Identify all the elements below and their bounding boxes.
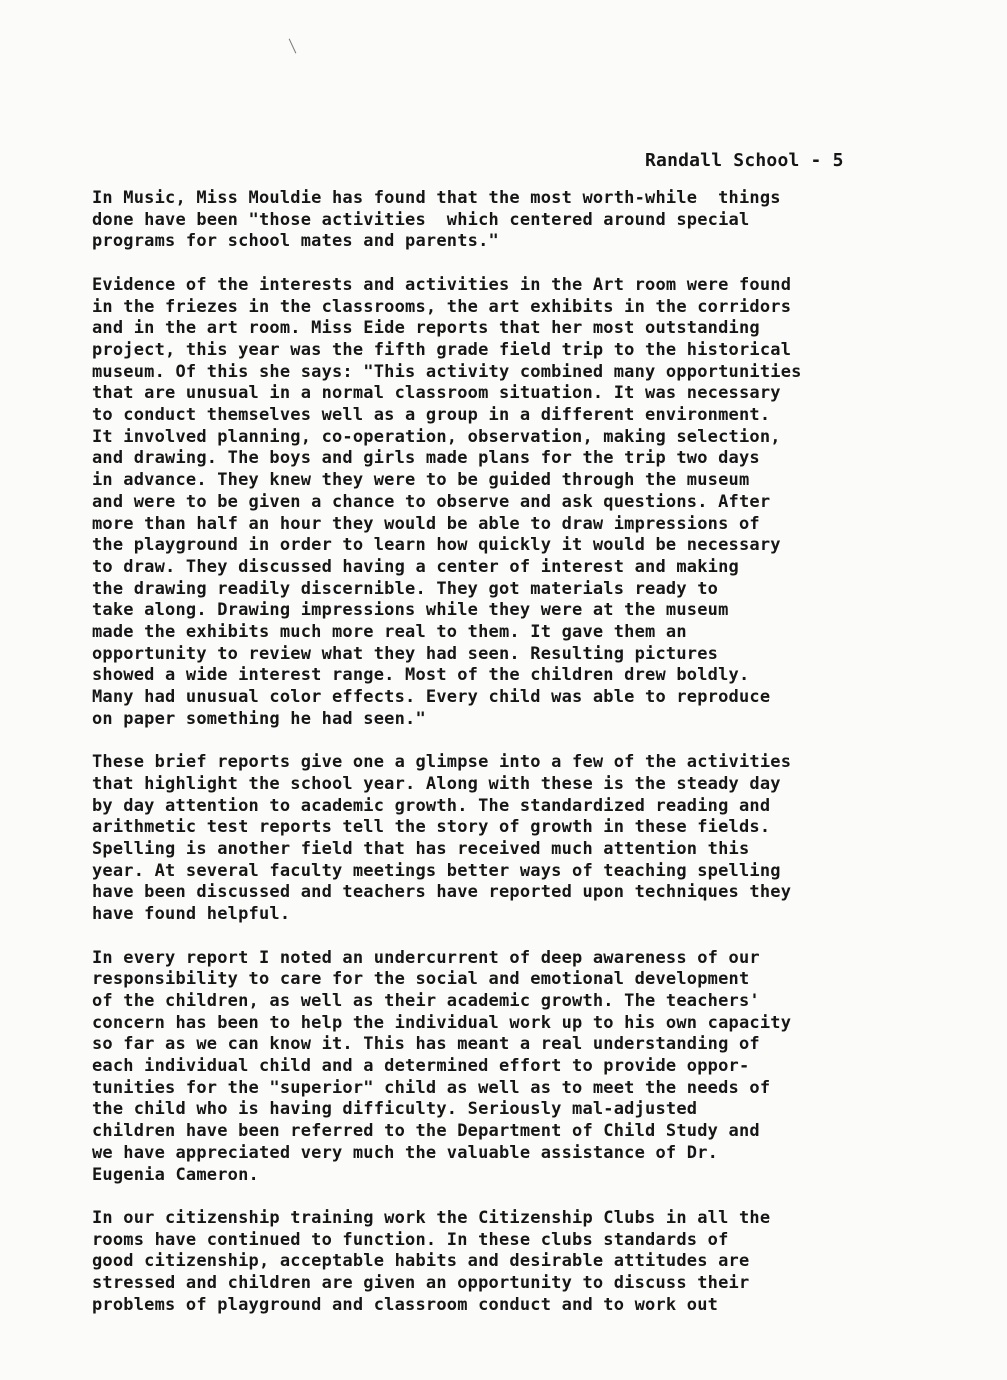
text-line: more than half an hour they would be able to draw impressions of: [92, 513, 760, 534]
text-line: the playground in order to learn how quickly it would be necessary: [92, 535, 781, 556]
text-line: arithmetic test reports tell the story of growth in these fields.: [92, 817, 771, 838]
text-line: and were to be given a chance to observe and ask questions. After: [92, 491, 771, 512]
text-line: children have been referred to the Department of Child Study and: [92, 1121, 760, 1142]
text-line: programs for school mates and parents.": [92, 231, 499, 252]
text-line: good citizenship, acceptable habits and desirable attitudes are: [92, 1251, 750, 1272]
text-line: Evidence of the interests and activities in the Art room were found: [92, 274, 792, 295]
text-line: rooms have continued to function. In these clubs standards of: [92, 1229, 729, 1250]
text-line: In every report I noted an undercurrent of deep awareness of our: [92, 947, 760, 968]
text-line: These brief reports give one a glimpse into a few of the activities: [92, 752, 792, 773]
text-line: concern has been to help the individual work up to his own capacity: [92, 1012, 792, 1033]
text-line: that highlight the school year. Along with these is the steady day: [92, 773, 781, 794]
text-line: take along. Drawing impressions while they were at the museum: [92, 600, 729, 621]
paragraph: [92, 948, 972, 1187]
text-line: each individual child and a determined effort to provide oppor-: [92, 1056, 750, 1077]
text-line: and in the art room. Miss Eide reports that her most outstanding: [92, 318, 760, 339]
text-line: Eugenia Cameron.: [92, 1164, 259, 1185]
page-header: Randall School - 5: [645, 150, 844, 171]
text-line: problems of playground and classroom conduct and to work out: [92, 1294, 719, 1315]
text-line: by day attention to academic growth. The standardized reading and: [92, 795, 771, 816]
paragraph: [92, 1208, 972, 1317]
text-line: Many had unusual color effects. Every child was able to reproduce: [92, 687, 771, 708]
text-line: so far as we can know it. This has meant a real understanding of: [92, 1034, 760, 1055]
text-line: done have been "those activities which centered around special: [92, 209, 750, 230]
text-line: tunities for the "superior" child as well as to meet the needs of: [92, 1077, 771, 1098]
text-line: museum. Of this she says: "This activity combined many opportunities: [92, 361, 802, 382]
text-line: have found helpful.: [92, 904, 291, 925]
text-line: opportunity to review what they had seen. Resulting pictures: [92, 643, 719, 664]
text-line: made the exhibits much more real to them. It gave them an: [92, 622, 687, 643]
text-line: In our citizenship training work the Citizenship Clubs in all the: [92, 1207, 771, 1228]
text-line: on paper something he had seen.": [92, 708, 426, 729]
text-line: the drawing readily discernible. They got materials ready to: [92, 578, 719, 599]
text-line: the child who is having difficulty. Seriously mal-adjusted: [92, 1099, 698, 1120]
text-line: showed a wide interest range. Most of the children drew boldly.: [92, 665, 750, 686]
text-line: of the children, as well as their academic growth. The teachers': [92, 990, 760, 1011]
text-line: have been discussed and teachers have reported upon techniques they: [92, 882, 792, 903]
text-line: It involved planning, co-operation, observation, making selection,: [92, 426, 781, 447]
text-line: in the friezes in the classrooms, the art exhibits in the corridors: [92, 296, 792, 317]
text-line: and drawing. The boys and girls made plans for the trip two days: [92, 448, 760, 469]
paragraph: [92, 752, 972, 926]
text-line: to conduct themselves well as a group in a different environment.: [92, 405, 771, 426]
text-line: In Music, Miss Mouldie has found that the most worth-while things: [92, 188, 781, 208]
text-line: Spelling is another field that has received much attention this: [92, 839, 750, 860]
page-blemish-mark: [289, 39, 297, 54]
document-body: [92, 188, 972, 1338]
text-line: stressed and children are given an opportunity to discuss their: [92, 1273, 750, 1294]
text-line: responsibility to care for the social and emotional development: [92, 969, 750, 990]
text-line: we have appreciated very much the valuable assistance of Dr.: [92, 1142, 719, 1163]
paragraph: [92, 275, 972, 731]
text-line: that are unusual in a normal classroom situation. It was necessary: [92, 383, 781, 404]
paragraph: [92, 188, 972, 253]
text-line: to draw. They discussed having a center of interest and making: [92, 556, 739, 577]
text-line: in advance. They knew they were to be guided through the museum: [92, 470, 750, 491]
text-line: project, this year was the fifth grade field trip to the historical: [92, 339, 792, 360]
text-line: year. At several faculty meetings better ways of teaching spelling: [92, 860, 781, 881]
